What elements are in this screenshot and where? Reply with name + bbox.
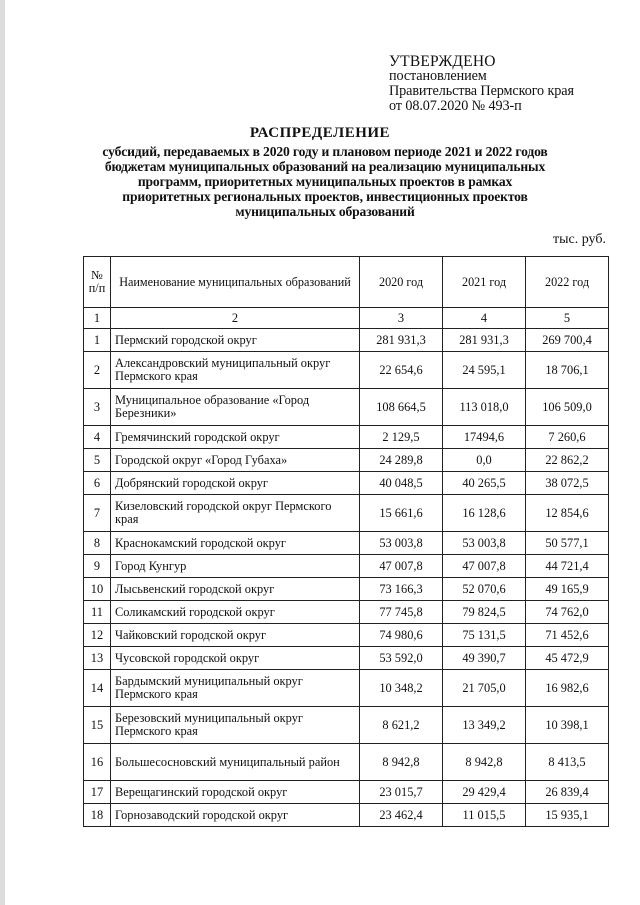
value-2020: 74 980,6 xyxy=(360,624,443,647)
row-number: 9 xyxy=(84,555,111,578)
table-row xyxy=(84,352,609,389)
value-2020: 108 664,5 xyxy=(360,389,443,426)
value-2022: 71 452,6 xyxy=(526,624,609,647)
value-2021: 29 429,4 xyxy=(443,781,526,804)
municipality-name: Горнозаводский городской округ xyxy=(111,804,360,827)
row-number: 10 xyxy=(84,578,111,601)
header-name: Наименование муниципальных образований xyxy=(111,257,360,308)
municipality-name: Большесосновский муниципальный район xyxy=(111,744,360,781)
row-number: 12 xyxy=(84,624,111,647)
row-number: 7 xyxy=(84,495,111,532)
header-num: № п/п xyxy=(84,257,111,308)
value-2022: 50 577,1 xyxy=(526,532,609,555)
value-2021: 52 070,6 xyxy=(443,578,526,601)
value-2020: 40 048,5 xyxy=(360,472,443,495)
municipality-name: Березовский муниципальный округ Пермского края xyxy=(111,707,360,744)
value-2022: 44 721,4 xyxy=(526,555,609,578)
value-2022: 8 413,5 xyxy=(526,744,609,781)
value-2021: 49 390,7 xyxy=(443,647,526,670)
value-2022: 26 839,4 xyxy=(526,781,609,804)
table-row xyxy=(84,578,609,601)
row-number: 6 xyxy=(84,472,111,495)
table-row xyxy=(84,804,609,827)
value-2020: 23 015,7 xyxy=(360,781,443,804)
colnum-4: 4 xyxy=(443,308,526,329)
municipality-name: Чайковский городской округ xyxy=(111,624,360,647)
municipality-name: Городской округ «Город Губаха» xyxy=(111,449,360,472)
value-2022: 15 935,1 xyxy=(526,804,609,827)
colnum-5: 5 xyxy=(526,308,609,329)
value-2021: 47 007,8 xyxy=(443,555,526,578)
value-2022: 16 982,6 xyxy=(526,670,609,707)
value-2022: 22 862,2 xyxy=(526,449,609,472)
value-2020: 2 129,5 xyxy=(360,426,443,449)
colnum-2: 2 xyxy=(111,308,360,329)
row-number: 14 xyxy=(84,670,111,707)
value-2022: 38 072,5 xyxy=(526,472,609,495)
value-2021: 17494,6 xyxy=(443,426,526,449)
table-row xyxy=(84,329,609,352)
value-2021: 13 349,2 xyxy=(443,707,526,744)
municipality-name: Бардымский муниципальный округ Пермского края xyxy=(111,670,360,707)
value-2021: 16 128,6 xyxy=(443,495,526,532)
subsidy-table xyxy=(83,256,609,827)
table-row xyxy=(84,601,609,624)
value-2021: 113 018,0 xyxy=(443,389,526,426)
row-number: 17 xyxy=(84,781,111,804)
value-2020: 15 661,6 xyxy=(360,495,443,532)
row-number: 2 xyxy=(84,352,111,389)
approval-line-4: от 08.07.2020 № 493-п xyxy=(389,98,522,114)
value-2020: 23 462,4 xyxy=(360,804,443,827)
municipality-name: Лысьвенский городской округ xyxy=(111,578,360,601)
value-2020: 47 007,8 xyxy=(360,555,443,578)
row-number: 3 xyxy=(84,389,111,426)
value-2021: 281 931,3 xyxy=(443,329,526,352)
approval-heading: УТВЕРЖДЕНО xyxy=(389,53,496,70)
document-title: РАСПРЕДЕЛЕНИЕ xyxy=(249,125,391,141)
colnum-3: 3 xyxy=(360,308,443,329)
subtitle-line-5: муниципальных образований xyxy=(235,204,415,219)
value-2020: 22 654,6 xyxy=(360,352,443,389)
municipality-name: Соликамский городской округ xyxy=(111,601,360,624)
subtitle-line-4: приоритетных региональных проектов, инвестиционных проектов xyxy=(122,189,528,204)
municipality-name: Муниципальное образование «Город Березники» xyxy=(111,389,360,426)
value-2020: 8 621,2 xyxy=(360,707,443,744)
municipality-name: Гремячинский городской округ xyxy=(111,426,360,449)
value-2020: 281 931,3 xyxy=(360,329,443,352)
value-2021: 8 942,8 xyxy=(443,744,526,781)
subtitle-line-3: программ, приоритетных муниципальных проектов в рамках xyxy=(137,174,513,189)
row-number: 4 xyxy=(84,426,111,449)
value-2021: 24 595,1 xyxy=(443,352,526,389)
row-number: 5 xyxy=(84,449,111,472)
value-2020: 10 348,2 xyxy=(360,670,443,707)
value-2022: 12 854,6 xyxy=(526,495,609,532)
row-number: 1 xyxy=(84,329,111,352)
value-2021: 75 131,5 xyxy=(443,624,526,647)
value-2021: 11 015,5 xyxy=(443,804,526,827)
table-row xyxy=(84,472,609,495)
value-2022: 49 165,9 xyxy=(526,578,609,601)
subtitle-line-1: субсидий, передаваемых в 2020 году и плановом периоде 2021 и 2022 годов xyxy=(102,144,548,159)
table-row xyxy=(84,647,609,670)
value-2021: 40 265,5 xyxy=(443,472,526,495)
municipality-name: Верещагинский городской округ xyxy=(111,781,360,804)
value-2021: 79 824,5 xyxy=(443,601,526,624)
table-row xyxy=(84,781,609,804)
units-label: тыс. руб. xyxy=(553,232,606,247)
table-row xyxy=(84,624,609,647)
value-2022: 10 398,1 xyxy=(526,707,609,744)
value-2022: 106 509,0 xyxy=(526,389,609,426)
municipality-name: Александровский муниципальный округ Пермского края xyxy=(111,352,360,389)
row-number: 15 xyxy=(84,707,111,744)
table-row xyxy=(84,495,609,532)
approval-line-3: Правительства Пермского края xyxy=(389,83,574,99)
row-number: 13 xyxy=(84,647,111,670)
value-2021: 21 705,0 xyxy=(443,670,526,707)
value-2022: 45 472,9 xyxy=(526,647,609,670)
municipality-name: Добрянский городской округ xyxy=(111,472,360,495)
row-number: 11 xyxy=(84,601,111,624)
value-2020: 24 289,8 xyxy=(360,449,443,472)
header-2022: 2022 год xyxy=(526,257,609,308)
table-row xyxy=(84,449,609,472)
value-2021: 53 003,8 xyxy=(443,532,526,555)
value-2021: 0,0 xyxy=(443,449,526,472)
table-header-row xyxy=(84,257,609,308)
colnum-1: 1 xyxy=(84,308,111,329)
header-2021: 2021 год xyxy=(443,257,526,308)
table-row xyxy=(84,744,609,781)
value-2022: 7 260,6 xyxy=(526,426,609,449)
table-row xyxy=(84,426,609,449)
value-2020: 73 166,3 xyxy=(360,578,443,601)
row-number: 8 xyxy=(84,532,111,555)
table-row xyxy=(84,555,609,578)
table-row xyxy=(84,670,609,707)
municipality-name: Кизеловский городской округ Пермского края xyxy=(111,495,360,532)
document-subtitle xyxy=(60,144,590,219)
row-number: 16 xyxy=(84,744,111,781)
value-2022: 269 700,4 xyxy=(526,329,609,352)
table-row xyxy=(84,532,609,555)
value-2022: 74 762,0 xyxy=(526,601,609,624)
value-2020: 77 745,8 xyxy=(360,601,443,624)
value-2020: 53 592,0 xyxy=(360,647,443,670)
value-2020: 53 003,8 xyxy=(360,532,443,555)
municipality-name: Город Кунгур xyxy=(111,555,360,578)
approval-stamp xyxy=(389,54,574,114)
column-number-row xyxy=(84,308,609,329)
value-2022: 18 706,1 xyxy=(526,352,609,389)
subtitle-line-2: бюджетам муниципальных образований на реализацию муниципальных xyxy=(104,159,546,174)
approval-line-2: постановлением xyxy=(389,68,487,84)
row-number: 18 xyxy=(84,804,111,827)
municipality-name: Пермский городской округ xyxy=(111,329,360,352)
header-2020: 2020 год xyxy=(360,257,443,308)
table-row xyxy=(84,707,609,744)
municipality-name: Краснокамский городской округ xyxy=(111,532,360,555)
value-2020: 8 942,8 xyxy=(360,744,443,781)
table-row xyxy=(84,389,609,426)
municipality-name: Чусовской городской округ xyxy=(111,647,360,670)
